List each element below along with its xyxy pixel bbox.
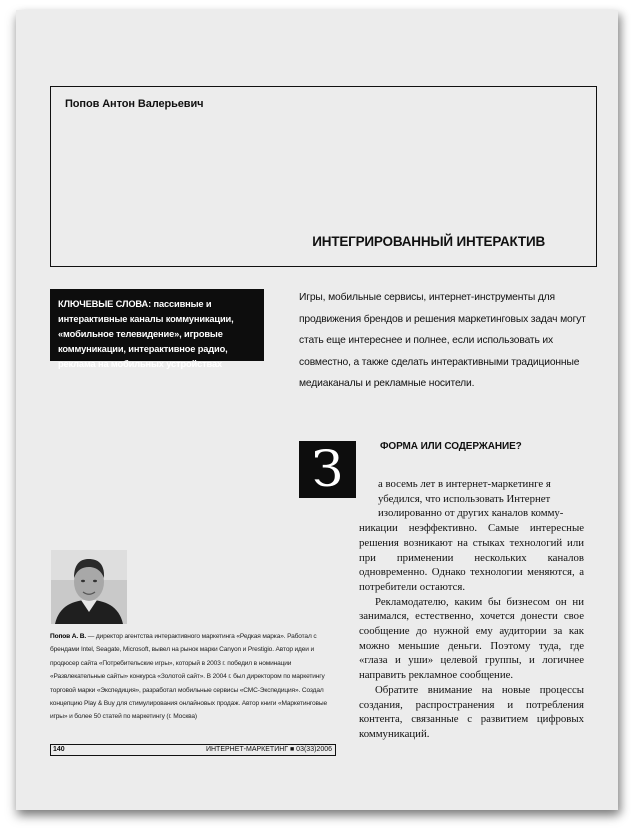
keywords-box: КЛЮЧЕВЫЕ СЛОВА: пассивные и интерактивные каналы коммуникации, «мобильное телевидение», игровые коммуникации, интерактивное радио, реклама на мобильных устройствах bbox=[50, 289, 264, 361]
body-paragraph-1 bbox=[359, 477, 584, 521]
body-text bbox=[359, 477, 584, 742]
article-title: ИНТЕГРИРОВАННЫЙ ИНТЕРАКТИВ bbox=[312, 234, 545, 249]
section-heading: ФОРМА ИЛИ СОДЕРЖАНИЕ? bbox=[380, 441, 522, 452]
body-line-1: а восемь лет в интернет-маркетинге я bbox=[378, 478, 551, 490]
lead-paragraph: Игры, мобильные сервисы, интернет-инструменты для продвижения брендов и решения маркетинговых задач могут стать еще интереснее и полнее, если использовать их совместно, а также сделать интерактивными традиционные медиаканалы и рекламные носители. bbox=[299, 292, 586, 389]
magazine-issue: ИНТЕРНЕТ-МАРКЕТИНГ ■ 03(33)2006 bbox=[205, 746, 332, 753]
title-box bbox=[50, 86, 597, 267]
bio-text: — директор агентства интерактивного маркетинга «Редкая марка». Работал с брендами Intel, Seagate, Microsoft, вывел на рынок марки Canyon и Prestigio. Автор идеи и продюсер сайта «Потребительские игры», который в 2003 г. победил в номинации «Развлекательные сайты» конкурса «Золотой сайт». В 2004 г. был директором по маркетингу торговой марки «Экспедиция», разработал мобильные сервисы «СМС-Экспедиция». Создал концепцию Play & Buy для стимулирования онлайновых продаж. Автор книги «Маркетинговые игры» и более 50 статей по маркетингу (г. Москва) bbox=[50, 633, 328, 721]
author-photo bbox=[51, 550, 127, 624]
author-portrait-image bbox=[51, 550, 127, 624]
drop-cap: З bbox=[299, 441, 356, 498]
body-paragraph-2: Рекламодателю, каким бы бизнесом он ни занимался, естественно, хочется донести свое сообщение до нужной ему аудитории за как можно меньшие деньги. Поэтому туда, где «глаза и уши» целевой группы, и логичнее направить рекламное сообщение. bbox=[359, 595, 584, 682]
body-paragraph-1-rest: никации неэффективно. Самые интересные решения возникают на стыках технологий или при применении нескольких каналов одновременно. Однако технологии меняются, а потребители остаются. bbox=[359, 522, 584, 593]
bio-name: Попов А. В. bbox=[50, 633, 87, 640]
page-footer bbox=[50, 744, 336, 756]
author-name: Попов Антон Валерьевич bbox=[65, 98, 204, 110]
magazine-page bbox=[16, 10, 618, 810]
page-number: 140 bbox=[53, 746, 65, 753]
body-line-3: изолированно от других каналов комму- bbox=[378, 507, 564, 520]
author-bio bbox=[50, 630, 340, 724]
body-line-2: убедился, что использовать Интернет bbox=[378, 492, 551, 505]
body-paragraph-3: Обратите внимание на новые процессы создания, распространения и потребления контента, связанные с развитием цифровых коммуникаций. bbox=[359, 683, 584, 740]
